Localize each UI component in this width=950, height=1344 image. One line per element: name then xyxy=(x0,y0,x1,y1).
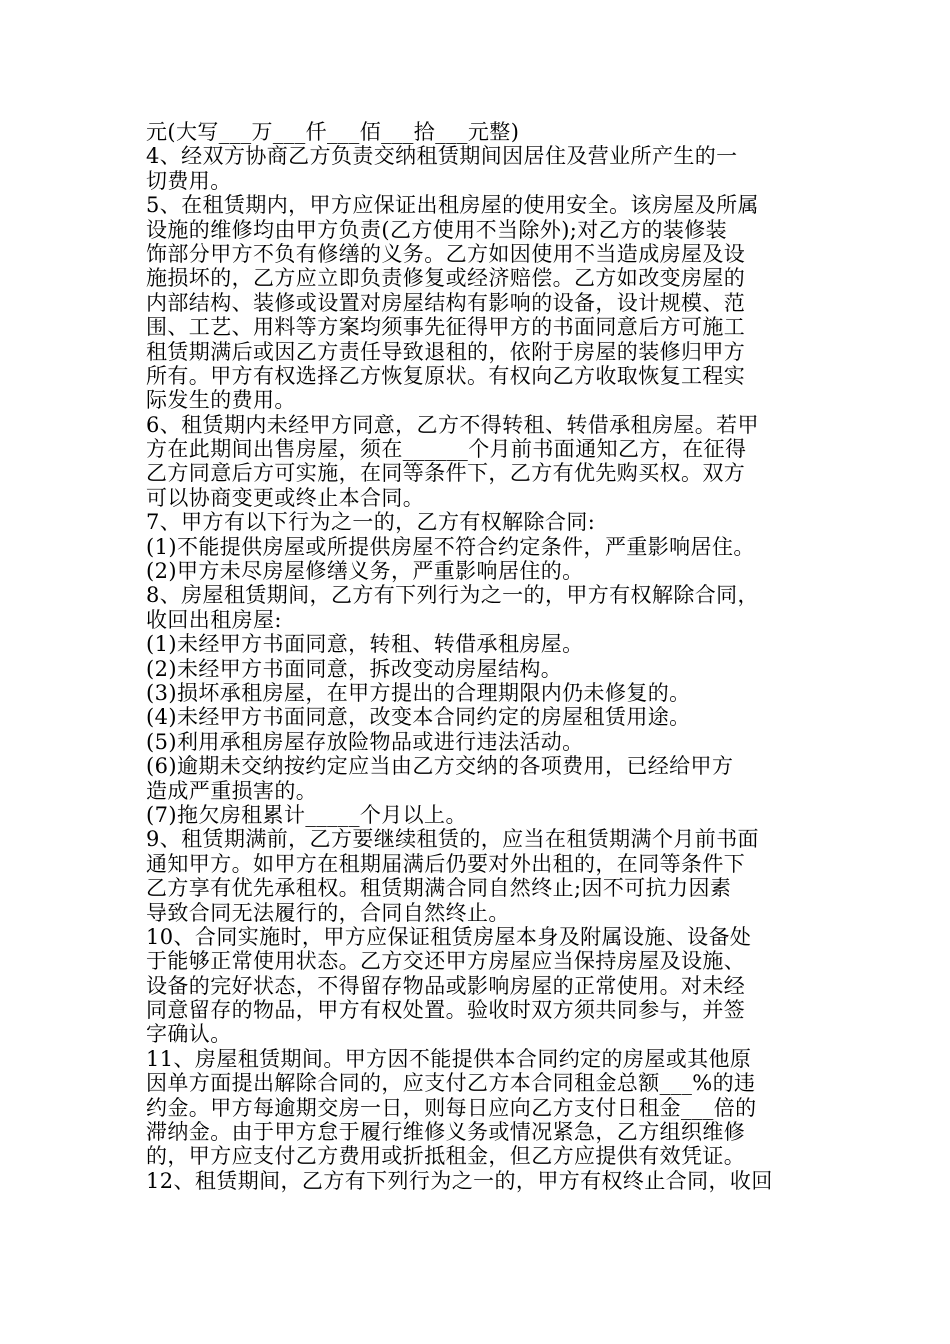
text-line: 10、合同实施时，甲方应保证租赁房屋本身及附属设施、设备处 xyxy=(146,924,752,949)
text-line: 内部结构、装修或设置对房屋结构有影响的设备，设计规模、范 xyxy=(146,290,746,315)
text-line: (7)拖欠房租累计_____个月以上。 xyxy=(146,802,467,827)
text-line: 的，甲方应支付乙方费用或折抵租金，但乙方应提供有效凭证。 xyxy=(146,1144,746,1169)
text-line: 4、经双方协商乙方负责交纳租赁期间因居住及营业所产生的一 xyxy=(146,144,738,169)
text-line: 同意留存的物品，甲方有权处置。验收时双方须共同参与，并签 xyxy=(146,998,746,1023)
text-line: 际发生的费用。 xyxy=(146,388,296,413)
text-line: 切费用。 xyxy=(146,168,232,193)
text-line: 字确认。 xyxy=(146,1022,232,1047)
text-line: 设备的完好状态，不得留存物品或影响房屋的正常使用。对未经 xyxy=(146,973,746,998)
text-line: 12、租赁期间，乙方有下列行为之一的，甲方有权终止合同，收回 xyxy=(146,1168,773,1193)
text-line: (1)未经甲方书面同意，转租、转借承租房屋。 xyxy=(146,632,584,657)
contract-text-body xyxy=(146,120,818,1193)
text-line: 施损坏的，乙方应立即负责修复或经济赔偿。乙方如改变房屋的 xyxy=(146,266,746,291)
text-line: 于能够正常使用状态。乙方交还甲方房屋应当保持房屋及设施、 xyxy=(146,949,746,974)
text-line: 滞纳金。由于甲方怠于履行维修义务或情况紧急，乙方组织维修 xyxy=(146,1120,746,1145)
text-line: 因单方面提出解除合同的，应支付乙方本合同租金总额___%的违 xyxy=(146,1071,756,1096)
text-line: 导致合同无法履行的，合同自然终止。 xyxy=(146,900,510,925)
text-line: (5)利用承租房屋存放险物品或进行违法活动。 xyxy=(146,729,584,754)
text-line: 7、甲方有以下行为之一的，乙方有权解除合同: xyxy=(146,510,596,535)
text-line: (4)未经甲方书面同意，改变本合同约定的房屋租赁用途。 xyxy=(146,705,691,730)
text-line: 8、房屋租赁期间，乙方有下列行为之一的，甲方有权解除合同， xyxy=(146,583,759,608)
text-line: 方在此期间出售房屋，须在______个月前书面通知乙方，在征得 xyxy=(146,437,747,462)
text-line: 饰部分甲方不负有修缮的义务。乙方如因使用不当造成房屋及设 xyxy=(146,241,746,266)
text-line: 所有。甲方有权选择乙方恢复原状。有权向乙方收取恢复工程实 xyxy=(146,363,746,388)
text-line: 设施的维修均由甲方负责(乙方使用不当除外);对乙方的装修装 xyxy=(146,217,728,242)
text-line: (1)不能提供房屋或所提供房屋不符合约定条件，严重影响居住。 xyxy=(146,534,755,559)
text-line: 通知甲方。如甲方在租期届满后仍要对外出租的，在同等条件下 xyxy=(146,851,746,876)
text-line: 租赁期满后或因乙方责任导致退租的，依附于房屋的装修归甲方 xyxy=(146,339,746,364)
text-line: 收回出租房屋: xyxy=(146,607,282,632)
text-line: (6)逾期未交纳按约定应当由乙方交纳的各项费用，已经给甲方 xyxy=(146,754,734,779)
text-line: (2)未经甲方书面同意，拆改变动房屋结构。 xyxy=(146,656,563,681)
text-line: 11、房屋租赁期间。甲方因不能提供本合同约定的房屋或其他原 xyxy=(146,1046,752,1071)
text-line: 6、租赁期内未经甲方同意，乙方不得转租、转借承租房屋。若甲 xyxy=(146,412,759,437)
text-line: 乙方同意后方可实施，在同等条件下，乙方有优先购买权。双方 xyxy=(146,461,746,486)
text-line: 约金。甲方每逾期交房一日，则每日应向乙方支付日租金___倍的 xyxy=(146,1095,757,1120)
text-line: 5、在租赁期内，甲方应保证出租房屋的使用安全。该房屋及所属 xyxy=(146,193,759,218)
text-line: (2)甲方未尽房屋修缮义务，严重影响居住的。 xyxy=(146,559,584,584)
text-line: (3)损坏承租房屋，在甲方提出的合理期限内仍未修复的。 xyxy=(146,680,691,705)
text-line: 造成严重损害的。 xyxy=(146,778,318,803)
text-line: 可以协商变更或终止本合同。 xyxy=(146,485,425,510)
text-line: 乙方享有优先承租权。租赁期满合同自然终止;因不可抗力因素 xyxy=(146,876,732,901)
text-line: 元(大写___万___仟___佰___拾___元整) xyxy=(146,120,520,144)
text-line: 围、工艺、用料等方案均须事先征得甲方的书面同意后方可施工 xyxy=(146,315,746,340)
text-line: 9、租赁期满前，乙方要继续租赁的，应当在租赁期满个月前书面 xyxy=(146,827,759,852)
